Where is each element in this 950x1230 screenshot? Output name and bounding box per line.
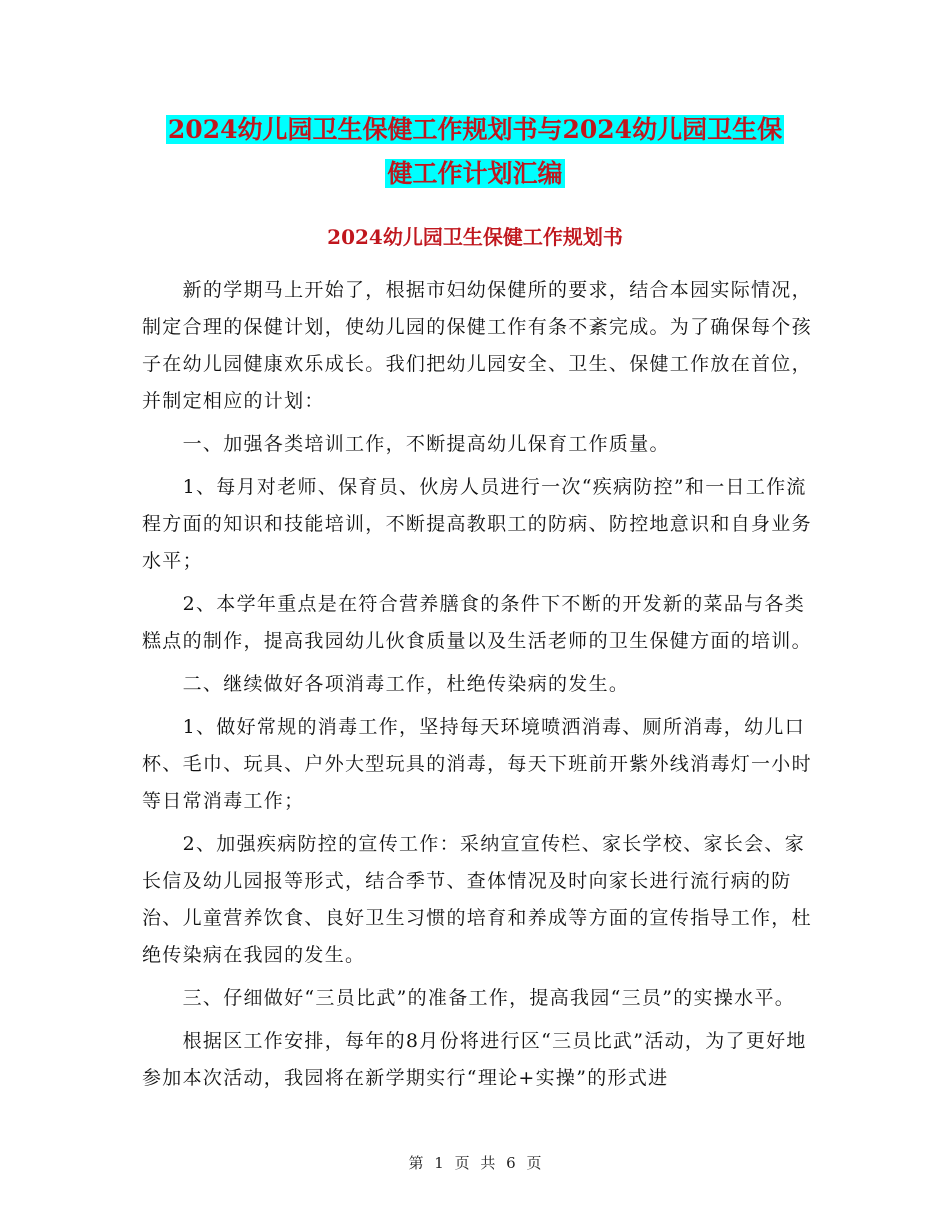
title-line-1: 2024幼儿园卫生保健工作规划书与2024幼儿园卫生保 [167, 115, 783, 144]
paragraph: 2、加强疾病防控的宣传工作：采纳宣宣传栏、家长学校、家长会、家长信及幼儿园报等形式，结合季节、查体情况及时向家长进行流行病的防治、儿童营养饮食、良好卫生习惯的培育和养成等方面的宣传指导工作，杜绝传染病在我园的发生。 [142, 833, 812, 966]
paragraph: 三、仔细做好“三员比武”的准备工作，提高我园“三员”的实操水平。 [142, 987, 796, 1009]
paragraph: 2、本学年重点是在符合营养膳食的条件下不断的开发新的菜品与各类糕点的制作，提高我园幼儿伙食质量以及生活老师的卫生保健方面的培训。 [142, 593, 812, 652]
paragraph: 1、每月对老师、保育员、伙房人员进行一次“疾病防控”和一日工作流程方面的知识和技能培训，不断提高教职工的防病、防控地意识和自身业务水平； [142, 476, 812, 572]
document-title [0, 108, 950, 196]
page-footer: 第 1 页 共 6 页 [408, 1154, 542, 1172]
paragraph: 根据区工作安排，每年的8月份将进行区“三员比武”活动，为了更好地参加本次活动，我园将在新学期实行“理论+实操”的形式进 [142, 1030, 807, 1089]
paragraph: 1、做好常规的消毒工作，坚持每天环境喷洒消毒、厕所消毒，幼儿口杯、毛巾、玩具、户外大型玩具的消毒，每天下班前开紫外线消毒灯一小时等日常消毒工作； [142, 716, 812, 812]
paragraph: 新的学期马上开始了，根据市妇幼保健所的要求，结合本园实际情况，制定合理的保健计划，使幼儿园的保健工作有条不紊完成。为了确保每个孩子在幼儿园健康欢乐成长。我们把幼儿园安全、卫生、保健工作放在首位，并制定相应的计划： [142, 279, 812, 412]
section-title: 2024幼儿园卫生保健工作规划书 [327, 225, 623, 249]
paragraph: 二、继续做好各项消毒工作，杜绝传染病的发生。 [142, 673, 630, 695]
document-body [142, 272, 822, 1103]
title-line-2: 健工作计划汇编 [387, 159, 563, 188]
paragraph: 一、加强各类培训工作，不断提高幼儿保育工作质量。 [142, 433, 670, 455]
